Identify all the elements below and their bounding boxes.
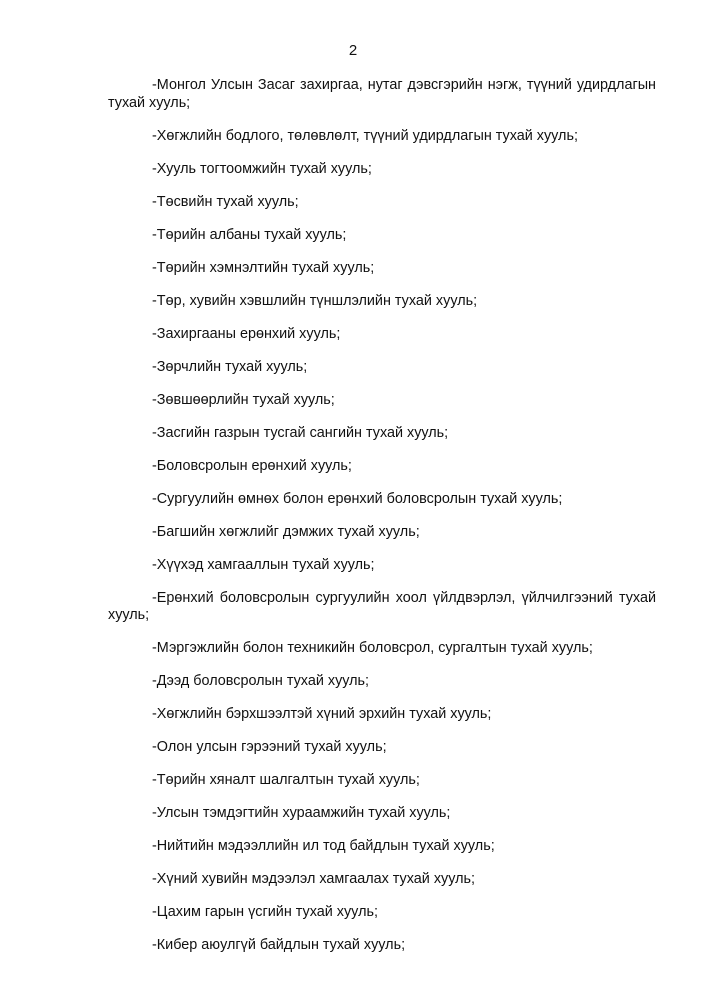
- list-item: -Төр, хувийн хэвшлийн түншлэлийн тухай хууль;: [152, 292, 478, 309]
- list-item: -Төсвийн тухай хууль;: [152, 193, 299, 210]
- list-item: -Боловсролын ерөнхий хууль;: [152, 457, 352, 474]
- list-item: -Хөгжлийн бодлого, төлөвлөлт, түүний удирдлагын тухай хууль;: [152, 127, 578, 144]
- list-item: -Сургуулийн өмнөх болон ерөнхий боловсролын тухай хууль;: [152, 490, 563, 507]
- list-item: -Дээд боловсролын тухай хууль;: [152, 673, 370, 689]
- list-item: -Улсын тэмдэгтийн хураамжийн тухай хууль;: [152, 805, 451, 821]
- list-item: -Хүүхэд хамгааллын тухай хууль;: [152, 556, 375, 573]
- list-item: -Төрийн хэмнэлтийн тухай хууль;: [152, 259, 375, 276]
- list-item: -Зөвшөөрлийн тухай хууль;: [152, 391, 335, 408]
- list-item: -Багшийн хөгжлийг дэмжих тухай хууль;: [152, 523, 420, 540]
- list-item: -Зөрчлийн тухай хууль;: [152, 358, 308, 375]
- list-item: -Хүний хувийн мэдээлэл хамгаалах тухай хууль;: [152, 871, 475, 887]
- list-item: -Төрийн хяналт шалгалтын тухай хууль;: [152, 772, 420, 788]
- list-item: -Ерөнхий боловсролын сургуулийн хоол үйлдвэрлэл, үйлчилгээний тухай хууль;: [108, 589, 656, 623]
- list-item: -Хөгжлийн бэрхшээлтэй хүний эрхийн тухай хууль;: [152, 706, 492, 722]
- list-item: -Захиргааны ерөнхий хууль;: [152, 325, 341, 342]
- list-item: -Мэргэжлийн болон техникийн боловсрол, сургалтын тухай хууль;: [152, 640, 593, 656]
- list-item: -Олон улсын гэрээний тухай хууль;: [152, 739, 387, 755]
- list-item: -Нийтийн мэдээллийн ил тод байдлын тухай хууль;: [152, 838, 495, 854]
- list-item: -Монгол Улсын Засаг захиргаа, нутаг дэвсгэрийн нэгж, түүний удирдлагын тухай хууль;: [108, 77, 656, 111]
- list-item: -Цахим гарын үсгийн тухай хууль;: [152, 904, 378, 920]
- list-item: -Хууль тогтоомжийн тухай хууль;: [152, 160, 372, 177]
- list-item: -Засгийн газрын тусгай сангийн тухай хууль;: [152, 424, 449, 441]
- page-number: 2: [348, 42, 358, 59]
- list-item: -Кибер аюулгүй байдлын тухай хууль;: [152, 937, 406, 953]
- list-item: -Төрийн албаны тухай хууль;: [152, 226, 347, 243]
- law-list: [108, 77, 656, 970]
